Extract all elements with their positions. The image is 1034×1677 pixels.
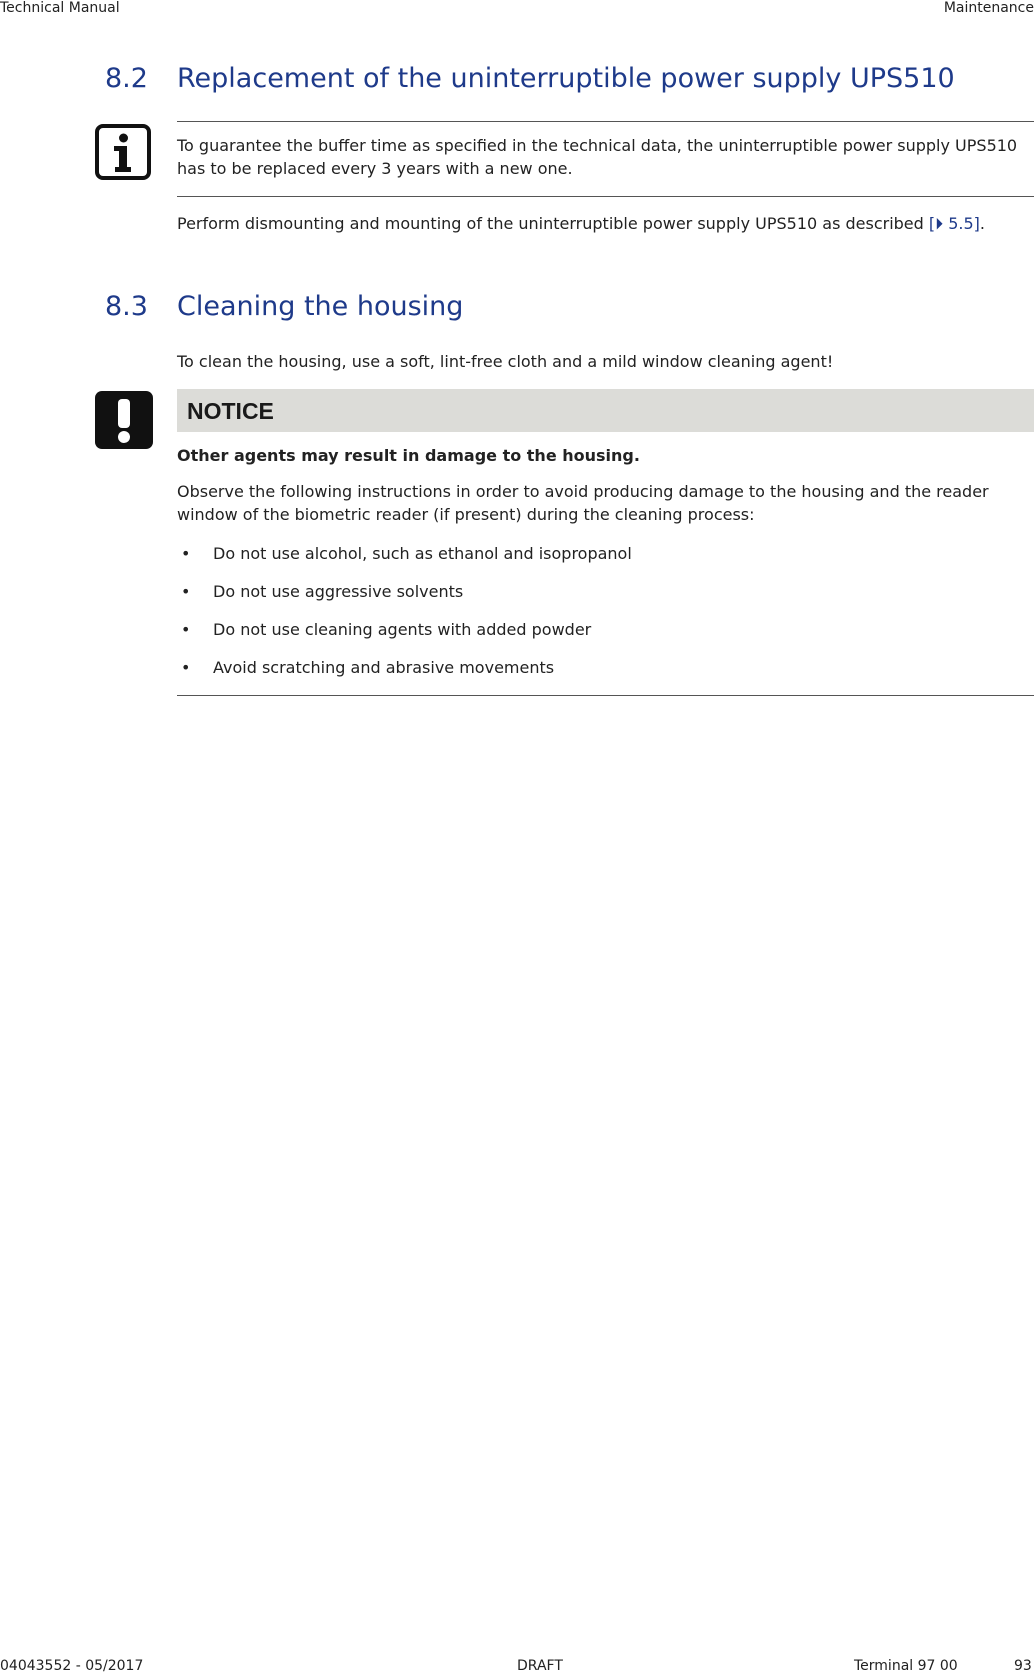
exclamation-icon [95, 391, 153, 449]
list-item [177, 619, 1034, 657]
section-heading-8-3 [105, 290, 463, 324]
paragraph-suffix: . [979, 214, 986, 233]
paragraph-text: Perform dismounting and mounting of the uninterruptible power supply UPS510 as described [177, 214, 924, 233]
notice-heading: Other agents may result in damage to the housing. [177, 446, 640, 465]
list-item [177, 543, 1034, 581]
section-intro: To clean the housing, use a soft, lint-free cloth and a mild window cleaning agent! [177, 352, 834, 371]
divider [177, 121, 1034, 122]
instruction-list [177, 543, 1034, 695]
notice-banner [177, 389, 1034, 432]
section-number: 8.3 [105, 291, 148, 322]
list-item-text: Do not use alcohol, such as ethanol and isopropanol [213, 544, 632, 563]
divider [177, 695, 1034, 696]
info-note-text: To guarantee the buffer time as specified in the technical data, the uninterruptible power supply UPS510 has to be replaced every 3 years with a new one. [177, 136, 1018, 178]
list-item-text: Do not use aggressive solvents [213, 582, 464, 601]
divider [177, 196, 1034, 197]
header-manual-title: Technical Manual [0, 0, 120, 16]
bullet-icon: • [181, 658, 191, 677]
footer-product: Terminal 97 00 [854, 1658, 958, 1674]
list-item [177, 581, 1034, 619]
info-icon [95, 124, 151, 180]
notice-body: Observe the following instructions in order to avoid producing damage to the housing and the reader window of the biometric reader (if present) during the cleaning process: [177, 482, 989, 524]
notice-label: NOTICE [187, 398, 274, 424]
list-item-text: Avoid scratching and abrasive movements [213, 658, 555, 677]
list-item [177, 657, 1034, 695]
section-number: 8.2 [105, 63, 148, 94]
header-chapter-title: Maintenance [943, 0, 1034, 16]
section-title: Cleaning the housing [177, 291, 464, 322]
bullet-icon: • [181, 544, 191, 563]
footer-doc-number: 04043552 - 05/2017 [0, 1658, 144, 1674]
section-heading-8-2 [105, 62, 955, 96]
footer-page-number: 93 [1014, 1658, 1032, 1674]
footer-status: DRAFT [517, 1658, 563, 1674]
bullet-icon: • [181, 620, 191, 639]
list-item-text: Do not use cleaning agents with added powder [213, 620, 592, 639]
section-title: Replacement of the uninterruptible power supply UPS510 [177, 63, 955, 94]
paragraph [177, 212, 1030, 235]
cross-reference-link[interactable]: [⏵ 5.5] [928, 214, 980, 233]
bullet-icon: • [181, 582, 191, 601]
